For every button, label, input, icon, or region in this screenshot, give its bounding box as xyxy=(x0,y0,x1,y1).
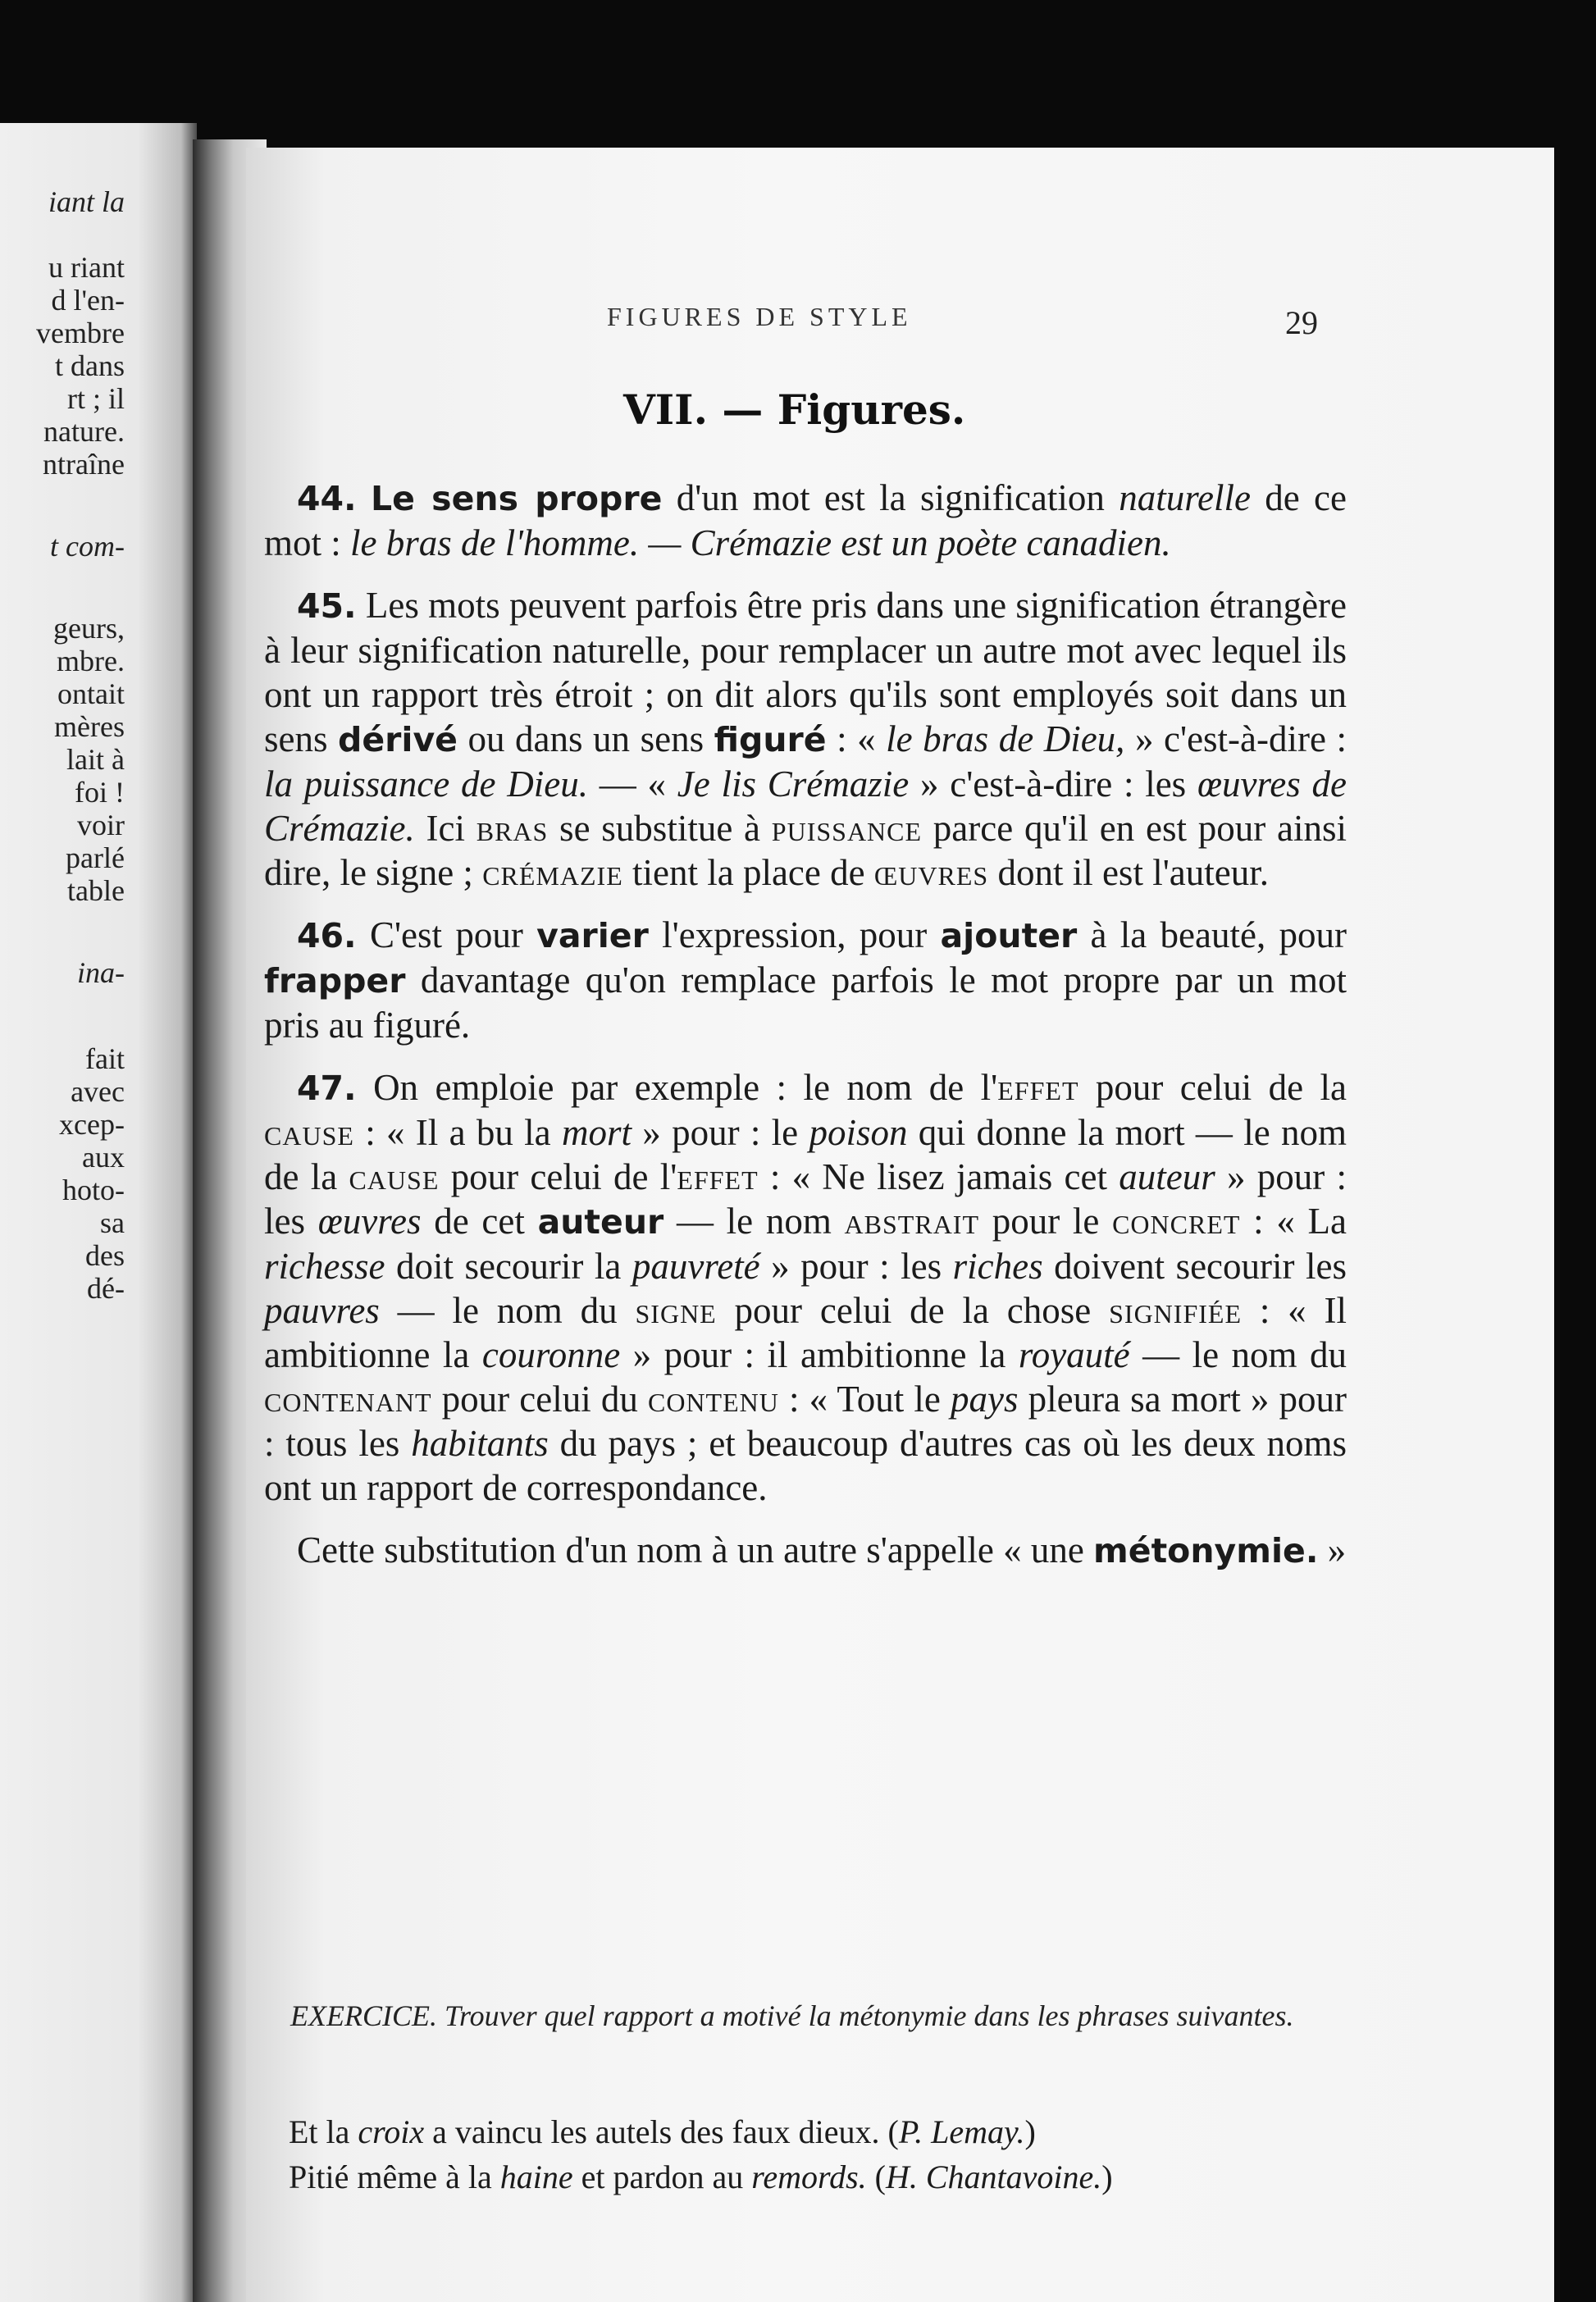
text-run: davantage qu'on remplace parfois le mot propre par un mot pris au figuré. xyxy=(264,960,1347,1046)
left-page-line: voir xyxy=(77,809,125,841)
text-run: — le nom du xyxy=(1129,1334,1347,1375)
left-page-line: foi ! xyxy=(75,776,125,809)
left-page-line: d l'en- xyxy=(51,284,125,317)
italic-text: auteur xyxy=(1119,1156,1215,1197)
left-page-line: table xyxy=(67,874,125,907)
text-run: ( xyxy=(866,2158,886,2195)
page-number: 29 xyxy=(1285,304,1318,341)
small-caps-term: concret xyxy=(1112,1201,1241,1242)
italic-text: H. Chantavoine. xyxy=(885,2158,1102,2195)
text-run: dont il est l'auteur. xyxy=(988,852,1270,893)
text-run: pour celui de la xyxy=(1078,1067,1347,1108)
left-page-line: hoto- xyxy=(62,1174,125,1206)
left-page-line: iant la xyxy=(48,185,125,218)
section-title: VII. — Figures. xyxy=(623,385,966,434)
paragraph-number: 45. xyxy=(297,586,357,626)
bold-term: varier xyxy=(536,916,649,955)
italic-text: couronne xyxy=(481,1334,621,1375)
italic-text: œuvres xyxy=(317,1201,422,1242)
small-caps-term: signifiée xyxy=(1109,1290,1242,1331)
left-page-line: u riant xyxy=(48,251,125,284)
small-caps-term: puissance xyxy=(771,808,923,849)
bold-term: Le sens propre xyxy=(370,479,663,518)
italic-text: haine xyxy=(499,2158,573,2195)
italic-text: remords. xyxy=(751,2158,867,2195)
left-page-line: vembre xyxy=(36,317,125,349)
left-page-line: rt ; il xyxy=(67,382,125,415)
italic-text: le bras de l'homme. — Crémazie est un poète canadien. xyxy=(350,522,1171,563)
example-verse-2 xyxy=(264,2157,1347,2198)
italic-text: pauvreté xyxy=(632,1246,760,1287)
left-page-line: lait à xyxy=(66,743,125,776)
text-run: qui donne la mort — le nom de la xyxy=(264,1112,1347,1197)
exercise-heading: EXERCICE. Trouver quel rapport a motivé la métonymie dans les phrases suivantes. xyxy=(290,1999,1294,2032)
bold-term: dérivé xyxy=(338,720,458,759)
left-page-line: dé- xyxy=(87,1272,125,1305)
small-caps-term: contenant xyxy=(264,1379,432,1420)
text-run: et pardon au xyxy=(572,2158,752,2195)
text-run: : « La xyxy=(1240,1201,1347,1242)
italic-text: naturelle xyxy=(1119,477,1251,518)
italic-text: Je lis Crémazie xyxy=(677,764,910,805)
example-verse-1 xyxy=(264,2112,1347,2153)
small-caps-term: œuvres xyxy=(873,852,989,893)
left-page-line: aux xyxy=(82,1141,125,1174)
italic-text: pays xyxy=(950,1379,1019,1420)
text-run: » xyxy=(1318,1529,1347,1570)
left-page-line: mbre. xyxy=(57,645,125,677)
text-run: d'un mot est la signification xyxy=(662,477,1119,518)
left-page-fragment xyxy=(0,123,197,2302)
text-run: : « xyxy=(826,718,887,759)
text-run: pour celui de l' xyxy=(439,1156,677,1197)
italic-text: croix xyxy=(358,2113,425,2150)
left-page-line: nature. xyxy=(43,415,125,448)
italic-text: la puissance de Dieu. xyxy=(264,764,588,805)
text-run: Pitié même à la xyxy=(289,2158,500,2195)
left-page-line: geurs, xyxy=(53,612,125,645)
left-page-line: fait xyxy=(85,1042,125,1075)
running-head: FIGURES DE STYLE xyxy=(607,302,912,331)
text-run: doit secourir la xyxy=(385,1246,632,1287)
text-run: parce qu'il en est pour ainsi dire, le signe ; xyxy=(264,808,1347,893)
text-run: doivent secourir les xyxy=(1042,1246,1347,1287)
paragraph-number: 46. xyxy=(297,916,357,955)
text-run: de cet xyxy=(421,1201,538,1242)
text-run: l'expression, pour xyxy=(648,914,941,955)
left-page-line: sa xyxy=(100,1206,125,1239)
text-run: Cette substitution d'un nom à un autre s'appelle « une xyxy=(297,1529,1094,1570)
text-run: se substitue à xyxy=(548,808,772,849)
text-run: : « Il a bu la xyxy=(353,1112,562,1153)
text-run: : « Il ambitionne la xyxy=(264,1290,1347,1375)
text-run: de ce mot : xyxy=(264,477,1347,563)
small-caps-term: cause xyxy=(349,1156,440,1197)
text-run: » pour : les xyxy=(264,1156,1347,1242)
text-run: du pays ; et beaucoup d'autres cas où les deux noms ont un rapport de correspondance. xyxy=(264,1423,1347,1508)
text-run: tient la place de xyxy=(622,852,874,893)
paragraph xyxy=(264,913,1347,1047)
small-caps-term: effet xyxy=(997,1067,1079,1108)
italic-text: le bras de Dieu, xyxy=(886,718,1125,759)
bold-term: frapper xyxy=(264,961,406,1001)
text-run: a vaincu les autels des faux dieux. ( xyxy=(424,2113,899,2150)
paragraph xyxy=(264,1065,1347,1510)
left-page-line: avec xyxy=(71,1075,125,1108)
text-run: pleura sa mort » pour : tous les xyxy=(264,1379,1347,1464)
small-caps-term: crémazie xyxy=(482,852,623,893)
text-run: C'est pour xyxy=(369,914,537,955)
bold-term: auteur xyxy=(537,1202,664,1242)
left-page-line: mères xyxy=(54,710,125,743)
italic-text: poison xyxy=(809,1112,908,1153)
italic-text: richesse xyxy=(264,1246,385,1287)
paragraph xyxy=(264,583,1347,895)
text-run: On emploie par exemple : le nom de l' xyxy=(373,1067,998,1108)
text-run: » c'est-à-dire : les xyxy=(909,764,1197,805)
text-run: » c'est-à-dire : xyxy=(1124,718,1347,759)
text-run: » pour : le xyxy=(631,1112,809,1153)
text-run: Ici xyxy=(414,808,477,849)
italic-text: riches xyxy=(952,1246,1043,1287)
paragraph-number: 44. xyxy=(297,479,357,518)
small-caps-term: abstrait xyxy=(844,1201,979,1242)
italic-text: mort xyxy=(561,1112,632,1153)
text-run: pour celui du xyxy=(431,1379,648,1420)
left-page-line: ontait xyxy=(57,677,125,710)
body-text xyxy=(264,476,1347,1591)
text-run: ou dans un sens xyxy=(458,718,714,759)
bold-term: ajouter xyxy=(940,916,1078,955)
text-run: — « xyxy=(587,764,677,805)
small-caps-term: signe xyxy=(635,1290,717,1331)
paragraph-number: 47. xyxy=(297,1069,357,1108)
text-run: : « Ne lisez jamais cet xyxy=(758,1156,1119,1197)
text-run: pour celui de la chose xyxy=(716,1290,1110,1331)
text-run: : « Tout le xyxy=(778,1379,951,1420)
italic-text: P. Lemay. xyxy=(898,2113,1025,2150)
left-page-line: t dans xyxy=(55,349,125,382)
bold-term: métonymie. xyxy=(1093,1531,1319,1570)
text-run: ) xyxy=(1101,2158,1113,2195)
small-caps-term: effet xyxy=(677,1156,759,1197)
text-run: » pour : les xyxy=(759,1246,953,1287)
small-caps-term: bras xyxy=(476,808,549,849)
text-run: — le nom du xyxy=(379,1290,636,1331)
text-run: Les mots peuvent parfois être pris dans une signification étrangère à leur signification naturelle, pour remplacer un autre mot avec lequel ils ont un rapport très étroit ; on dit alors qu'ils sont employés soit dans un sens xyxy=(264,585,1347,759)
italic-text: pauvres xyxy=(264,1290,380,1331)
text-run: pour le xyxy=(979,1201,1113,1242)
italic-text: habitants xyxy=(411,1423,549,1464)
text-run: à la beauté, pour xyxy=(1077,914,1347,955)
left-page-line: ntraîne xyxy=(43,448,125,481)
left-page-line: ina- xyxy=(77,956,125,989)
bold-term: figuré xyxy=(714,720,827,759)
text-run: Et la xyxy=(289,2113,358,2150)
book-page xyxy=(246,148,1554,2302)
italic-text: œuvres de Crémazie. xyxy=(264,764,1347,849)
left-page-line: xcep- xyxy=(59,1108,125,1141)
italic-text: royauté xyxy=(1018,1334,1130,1375)
left-page-line: parlé xyxy=(66,841,125,874)
text-run: ) xyxy=(1024,2113,1036,2150)
paragraph xyxy=(264,476,1347,565)
small-caps-term: contenu xyxy=(647,1379,779,1420)
small-caps-term: cause xyxy=(264,1112,354,1153)
left-page-line: des xyxy=(85,1239,125,1272)
text-run: » pour : il ambitionne la xyxy=(620,1334,1019,1375)
left-page-line: t com- xyxy=(50,530,125,563)
text-run: — le nom xyxy=(663,1201,845,1242)
paragraph xyxy=(264,1528,1347,1573)
